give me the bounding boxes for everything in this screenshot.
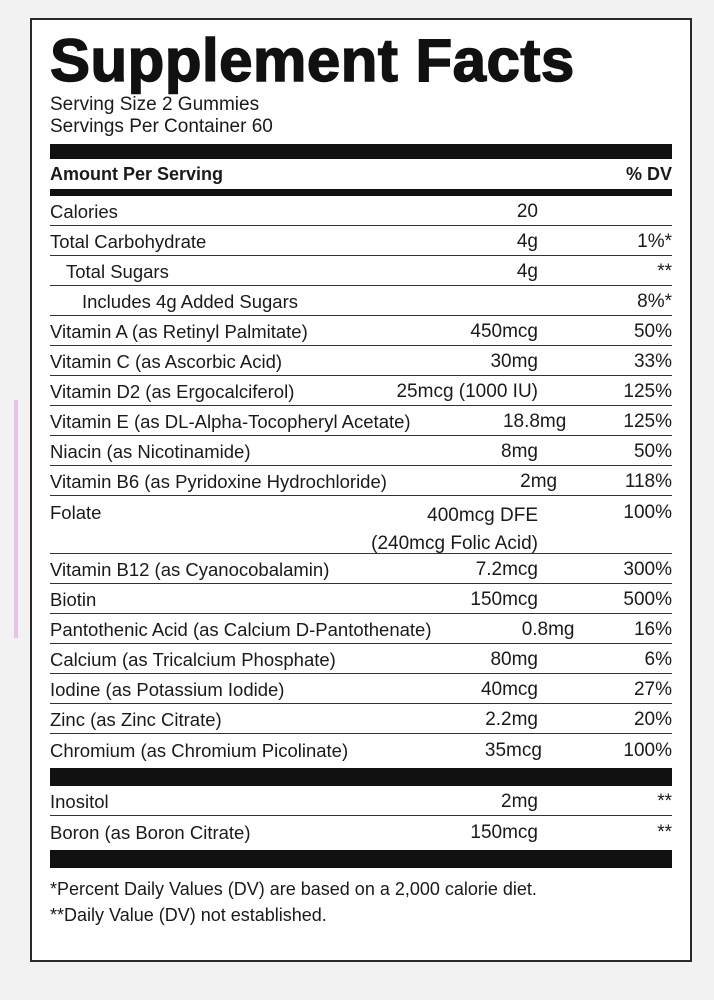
nutrient-amount: 7.2mcg xyxy=(475,559,538,580)
nutrient-row xyxy=(50,584,672,614)
other-ingredient-dv: ** xyxy=(657,791,672,812)
other-ingredient-amount: 150mcg xyxy=(470,822,538,843)
footnote-dv-basis: *Percent Daily Values (DV) are based on a 2,000 calorie diet. xyxy=(50,879,537,899)
nutrient-name: Vitamin A (as Retinyl Palmitate) xyxy=(50,321,308,342)
nutrient-row xyxy=(50,704,672,734)
nutrient-amount: 35mcg xyxy=(484,740,542,761)
other-ingredient-name: Boron (as Boron Citrate) xyxy=(50,822,251,843)
nutrient-name: Vitamin D2 (as Ergocalciferol) xyxy=(50,381,295,402)
dv-label: % DV xyxy=(625,163,672,184)
column-header xyxy=(50,159,672,189)
nutrient-name: Calcium (as Tricalcium Phosphate) xyxy=(50,649,336,670)
nutrient-dv: 27% xyxy=(633,679,672,700)
nutrient-amount: 25mcg (1000 IU) xyxy=(396,381,538,402)
footer-divider xyxy=(50,850,672,868)
nutrient-amount: 0.8mg xyxy=(521,619,575,640)
nutrient-amount: 4g xyxy=(516,261,538,282)
nutrient-amount: 80mg xyxy=(490,649,538,670)
nutrient-dv: 125% xyxy=(623,381,672,402)
other-ingredient-row xyxy=(50,816,672,846)
nutrient-name: Includes 4g Added Sugars xyxy=(82,291,298,312)
nutrient-name: Total Carbohydrate xyxy=(50,231,207,252)
serving-size: Serving Size 2 Gummies xyxy=(50,94,260,115)
nutrient-name: Vitamin B12 (as Cyanocobalamin) xyxy=(50,559,330,580)
nutrient-row xyxy=(50,466,672,496)
nutrient-row xyxy=(50,226,672,256)
nutrient-amount: 2mg xyxy=(520,471,558,492)
nutrient-row xyxy=(50,614,672,644)
nutrient-dv: 1%* xyxy=(637,231,672,252)
nutrient-name: Biotin xyxy=(50,589,97,610)
nutrient-dv: 100% xyxy=(623,502,672,523)
nutrient-row xyxy=(50,496,672,554)
nutrient-name: Iodine (as Potassium Iodide) xyxy=(50,679,285,700)
nutrient-row xyxy=(50,196,672,226)
nutrient-row xyxy=(50,376,672,406)
other-ingredient-name: Inositol xyxy=(50,791,109,812)
nutrient-amount: 40mcg xyxy=(480,679,538,700)
nutrient-row xyxy=(50,436,672,466)
package-edge-accent xyxy=(14,400,18,638)
nutrient-name: Vitamin E (as DL-Alpha-Tocopheryl Acetate) xyxy=(50,411,411,432)
nutrient-amount: 150mcg xyxy=(470,589,538,610)
nutrient-row xyxy=(50,286,672,316)
nutrient-name: Zinc (as Zinc Citrate) xyxy=(50,709,222,730)
nutrient-amount xyxy=(338,502,544,558)
nutrient-dv: 8%* xyxy=(637,291,672,312)
nutrient-dv: 125% xyxy=(623,411,672,432)
other-ingredient-amount: 2mg xyxy=(501,791,538,812)
nutrient-name: Niacin (as Nicotinamide) xyxy=(50,441,251,462)
nutrient-row xyxy=(50,734,672,764)
panel-title: Supplement Facts xyxy=(50,27,575,94)
nutrient-amount-line1: 400mcg DFE xyxy=(427,505,538,526)
nutrient-dv: 16% xyxy=(633,619,672,640)
nutrient-row xyxy=(50,554,672,584)
nutrient-name: Chromium (as Chromium Picolinate) xyxy=(50,740,349,761)
footnote-dv-not-established: **Daily Value (DV) not established. xyxy=(50,905,327,925)
footnotes xyxy=(50,876,672,928)
nutrient-row xyxy=(50,256,672,286)
nutrient-row xyxy=(50,644,672,674)
nutrient-dv: 500% xyxy=(623,589,672,610)
nutrient-amount: 2.2mg xyxy=(485,709,538,730)
nutrient-amount: 4g xyxy=(516,231,538,252)
nutrient-dv: 50% xyxy=(633,321,672,342)
nutrient-name: Calories xyxy=(50,201,118,222)
thick-divider xyxy=(50,144,672,159)
nutrient-dv: 50% xyxy=(633,441,672,462)
other-ingredient-row xyxy=(50,786,672,816)
nutrient-row xyxy=(50,316,672,346)
section-divider xyxy=(50,768,672,786)
nutrient-dv: ** xyxy=(657,261,672,282)
nutrient-row xyxy=(50,674,672,704)
nutrient-dv: 300% xyxy=(623,559,672,580)
nutrient-name: Total Sugars xyxy=(66,261,169,282)
nutrient-dv: 6% xyxy=(644,649,672,670)
nutrient-amount: 20 xyxy=(516,201,538,222)
nutrient-dv: 33% xyxy=(633,351,672,372)
nutrient-name: Pantothenic Acid (as Calcium D-Pantothenate) xyxy=(50,619,432,640)
other-ingredient-dv: ** xyxy=(657,822,672,843)
nutrient-amount: 8mg xyxy=(501,441,538,462)
nutrient-name: Folate xyxy=(50,502,102,523)
amount-per-serving-label: Amount Per Serving xyxy=(50,163,224,184)
nutrient-dv: 100% xyxy=(623,740,672,761)
nutrient-name: Vitamin B6 (as Pyridoxine Hydrochloride) xyxy=(50,471,387,492)
nutrient-row xyxy=(50,406,672,436)
header-divider xyxy=(50,189,672,196)
nutrient-dv: 20% xyxy=(633,709,672,730)
nutrient-amount-line2: (240mcg Folic Acid) xyxy=(371,533,538,554)
nutrient-dv: 118% xyxy=(624,471,672,492)
nutrient-name: Vitamin C (as Ascorbic Acid) xyxy=(50,351,283,372)
supplement-facts-panel xyxy=(30,18,692,962)
nutrient-row xyxy=(50,346,672,376)
nutrient-amount: 18.8mg xyxy=(502,411,567,432)
servings-per-container: Servings Per Container 60 xyxy=(50,116,273,137)
nutrient-amount: 450mcg xyxy=(470,321,538,342)
nutrient-amount: 30mg xyxy=(490,351,538,372)
